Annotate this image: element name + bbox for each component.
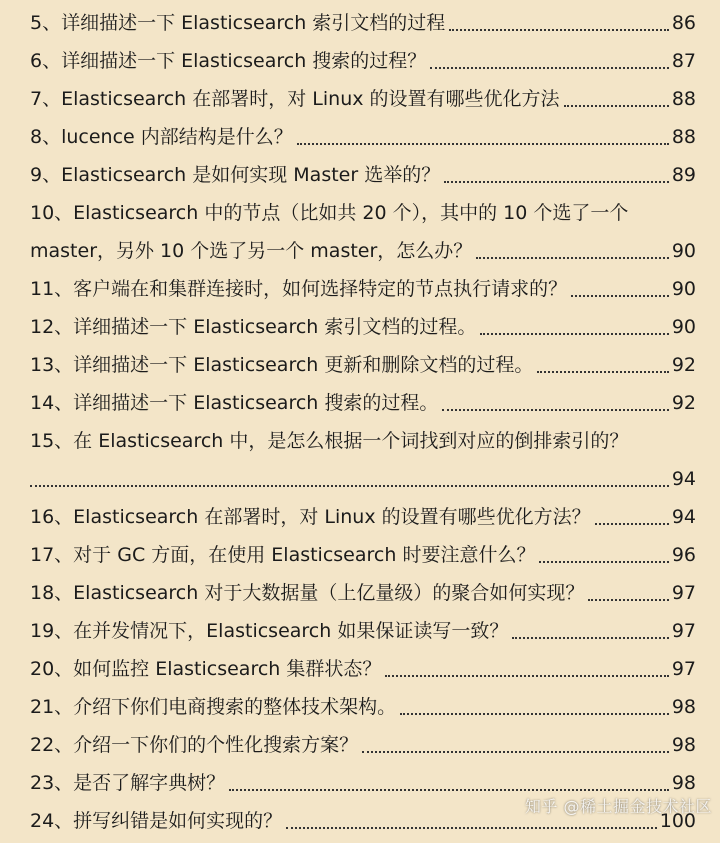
- dot-leader: [537, 371, 668, 373]
- dot-leader: [442, 409, 668, 411]
- toc-entry-title: 21、介绍下你们电商搜索的整体技术架构。: [30, 696, 397, 718]
- toc-entry-title: 24、拼写纠错是如何实现的？: [30, 810, 283, 832]
- dot-leader: [564, 105, 669, 107]
- toc-entry-page: 92: [671, 392, 696, 414]
- dot-leader: [449, 29, 669, 31]
- dot-leader: [229, 789, 669, 791]
- dot-leader: [476, 257, 669, 259]
- toc-entry-page: 89: [671, 164, 696, 186]
- toc-entry-page: 100: [659, 810, 696, 832]
- toc-entry-page: 98: [671, 734, 696, 756]
- dot-leader: [444, 181, 669, 183]
- dot-leader: [588, 599, 668, 601]
- dot-leader: [595, 523, 669, 525]
- dot-leader: [512, 637, 668, 639]
- toc-entry-title: 12、详细描述一下 Elasticsearch 索引文档的过程。: [30, 316, 477, 338]
- dot-leader: [385, 675, 668, 677]
- toc-entry-13[interactable]: [30, 346, 696, 384]
- toc-entry-title: 14、详细描述一下 Elasticsearch 搜索的过程。: [30, 392, 439, 414]
- toc-entry-page: 88: [671, 126, 696, 148]
- toc-entry-12[interactable]: [30, 308, 696, 346]
- toc-entry-title: 16、Elasticsearch 在部署时，对 Linux 的设置有哪些优化方法？: [30, 506, 591, 528]
- toc-entry-title: 11、客户端在和集群连接时，如何选择特定的节点执行请求的？: [30, 278, 568, 300]
- toc-entry-page: 94: [671, 506, 696, 528]
- dot-leader: [430, 67, 669, 69]
- dot-leader: [480, 333, 668, 335]
- toc-entry-8[interactable]: [30, 118, 696, 156]
- toc-entry-page: 97: [671, 658, 696, 680]
- toc-entry-page: 97: [671, 620, 696, 642]
- toc-entry-5[interactable]: [30, 4, 696, 42]
- table-of-contents: [30, 4, 696, 840]
- toc-entry-11[interactable]: [30, 270, 696, 308]
- toc-entry-title: 17、对于 GC 方面，在使用 Elasticsearch 时要注意什么？: [30, 544, 536, 566]
- toc-entry-title: master，另外 10 个选了另一个 master，怎么办？: [30, 240, 473, 262]
- toc-entry-page: 90: [671, 278, 696, 300]
- toc-entry-title: 23、是否了解字典树？: [30, 772, 226, 794]
- toc-entry-22[interactable]: [30, 726, 696, 764]
- toc-entry-title: 19、在并发情况下，Elasticsearch 如果保证读写一致？: [30, 620, 509, 642]
- toc-entry-7[interactable]: [30, 80, 696, 118]
- toc-entry-9[interactable]: [30, 156, 696, 194]
- toc-entry-20[interactable]: [30, 650, 696, 688]
- toc-entry-10[interactable]: [30, 232, 696, 270]
- toc-entry-15[interactable]: [30, 460, 696, 498]
- toc-entry-page: 98: [671, 696, 696, 718]
- toc-entry-page: 90: [671, 240, 696, 262]
- toc-entry-page: 94: [671, 468, 696, 490]
- toc-entry-title: 18、Elasticsearch 对于大数据量（上亿量级）的聚合如何实现？: [30, 582, 585, 604]
- toc-entry-page: 98: [671, 772, 696, 794]
- toc-entry-title: 7、Elasticsearch 在部署时，对 Linux 的设置有哪些优化方法: [30, 88, 560, 110]
- toc-entry-18[interactable]: [30, 574, 696, 612]
- toc-entry-title: 6、详细描述一下 Elasticsearch 搜索的过程？: [30, 50, 427, 72]
- dot-leader: [400, 713, 669, 715]
- toc-entry-title: 20、如何监控 Elasticsearch 集群状态？: [30, 658, 382, 680]
- toc-entry-page: 87: [671, 50, 696, 72]
- dot-leader: [286, 827, 657, 829]
- toc-entry-title: 13、详细描述一下 Elasticsearch 更新和删除文档的过程。: [30, 354, 534, 376]
- dot-leader: [362, 751, 669, 753]
- toc-entry-17[interactable]: [30, 536, 696, 574]
- toc-entry-page: 88: [671, 88, 696, 110]
- dot-leader: [30, 485, 669, 487]
- toc-entry-page: 96: [671, 544, 696, 566]
- toc-entry-title: 9、Elasticsearch 是如何实现 Master 选举的？: [30, 164, 441, 186]
- toc-entry-title-line1: 10、Elasticsearch 中的节点（比如共 20 个），其中的 10 个选了一个: [30, 202, 629, 224]
- watermark: 知乎 @稀土掘金技术社区: [524, 797, 712, 816]
- toc-entry-6[interactable]: [30, 42, 696, 80]
- toc-entry-page: 90: [671, 316, 696, 338]
- toc-entry-21[interactable]: [30, 688, 696, 726]
- toc-entry-title: 22、介绍一下你们的个性化搜索方案？: [30, 734, 359, 756]
- toc-entry-15-line1[interactable]: [30, 422, 696, 460]
- toc-entry-16[interactable]: [30, 498, 696, 536]
- toc-entry-title: 5、详细描述一下 Elasticsearch 索引文档的过程: [30, 12, 446, 34]
- toc-entry-page: 92: [671, 354, 696, 376]
- toc-entry-page: 86: [671, 12, 696, 34]
- dot-leader: [571, 295, 669, 297]
- toc-entry-19[interactable]: [30, 612, 696, 650]
- toc-entry-10-line1[interactable]: [30, 194, 696, 232]
- toc-entry-14[interactable]: [30, 384, 696, 422]
- toc-entry-title-line1: 15、在 Elasticsearch 中，是怎么根据一个词找到对应的倒排索引的？: [30, 430, 629, 452]
- dot-leader: [539, 561, 668, 563]
- toc-entry-title: 8、lucence 内部结构是什么？: [30, 126, 293, 148]
- dot-leader: [297, 143, 669, 145]
- toc-entry-page: 97: [671, 582, 696, 604]
